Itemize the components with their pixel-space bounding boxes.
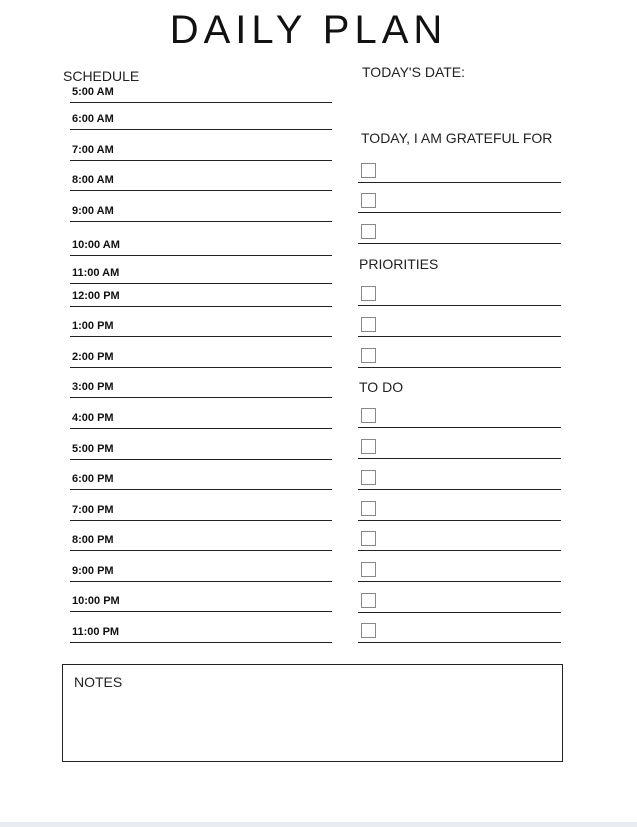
notes-box[interactable] [62, 664, 563, 762]
notes-label: NOTES [74, 674, 123, 690]
slot-time-label: 10:00 PM [72, 595, 120, 607]
page-bottom-edge [0, 822, 637, 827]
slot-time-label: 4:00 PM [72, 412, 114, 424]
todo-row[interactable] [358, 555, 561, 582]
schedule-slot[interactable] [70, 161, 332, 191]
checkbox-icon[interactable] [361, 408, 376, 423]
checkbox-icon[interactable] [361, 193, 376, 208]
todays-date-label: TODAY'S DATE: [362, 64, 466, 80]
todo-row[interactable] [358, 616, 561, 643]
slot-time-label: 2:00 PM [72, 351, 114, 363]
todo-row[interactable] [358, 524, 561, 551]
slot-time-label: 11:00 AM [72, 267, 120, 279]
todo-row[interactable] [358, 432, 561, 459]
todo-row[interactable] [358, 494, 561, 521]
schedule-slot[interactable] [70, 368, 332, 398]
grateful-row[interactable] [358, 217, 561, 244]
slot-time-label: 7:00 PM [72, 504, 114, 516]
checkbox-icon[interactable] [361, 470, 376, 485]
slot-time-label: 8:00 AM [72, 174, 114, 186]
schedule-slot[interactable] [70, 88, 332, 103]
checkbox-icon[interactable] [361, 593, 376, 608]
checkbox-icon[interactable] [361, 562, 376, 577]
slot-time-label: 6:00 PM [72, 473, 114, 485]
todo-row[interactable] [358, 401, 561, 428]
slot-time-label: 3:00 PM [72, 381, 114, 393]
checkbox-icon[interactable] [361, 163, 376, 178]
todo-row[interactable] [358, 463, 561, 490]
priority-row[interactable] [358, 279, 561, 306]
schedule-slot[interactable] [70, 521, 332, 551]
checkbox-icon[interactable] [361, 348, 376, 363]
slot-time-label: 1:00 PM [72, 320, 114, 332]
schedule-slot[interactable] [70, 191, 332, 222]
slot-time-label: 9:00 PM [72, 565, 114, 577]
schedule-slot[interactable] [70, 460, 332, 490]
todo-row[interactable] [358, 586, 561, 613]
checkbox-icon[interactable] [361, 531, 376, 546]
grateful-heading: TODAY, I AM GRATEFUL FOR [361, 130, 553, 146]
schedule-slot[interactable] [70, 284, 332, 307]
slot-time-label: 10:00 AM [72, 239, 120, 251]
priorities-heading: PRIORITIES [359, 256, 439, 272]
grateful-row[interactable] [358, 156, 561, 183]
priority-row[interactable] [358, 310, 561, 337]
slot-time-label: 8:00 PM [72, 534, 114, 546]
slot-time-label: 6:00 AM [72, 113, 114, 125]
schedule-slot[interactable] [70, 429, 332, 460]
schedule-slot[interactable] [70, 398, 332, 429]
grateful-row[interactable] [358, 186, 561, 213]
schedule-slot[interactable] [70, 612, 332, 643]
checkbox-icon[interactable] [361, 317, 376, 332]
slot-time-label: 12:00 PM [72, 290, 120, 302]
schedule-slot[interactable] [70, 222, 332, 256]
schedule-slot[interactable] [70, 130, 332, 161]
todo-heading: TO DO [359, 379, 404, 395]
schedule-slot[interactable] [70, 103, 332, 130]
checkbox-icon[interactable] [361, 623, 376, 638]
slot-time-label: 5:00 AM [72, 86, 114, 98]
schedule-slot[interactable] [70, 307, 332, 337]
slot-time-label: 5:00 PM [72, 443, 114, 455]
page-title: DAILY PLAN [169, 8, 448, 52]
slot-time-label: 11:00 PM [72, 626, 120, 638]
checkbox-icon[interactable] [361, 224, 376, 239]
checkbox-icon[interactable] [361, 501, 376, 516]
checkbox-icon[interactable] [361, 286, 376, 301]
schedule-heading: SCHEDULE [63, 68, 140, 84]
slot-time-label: 7:00 AM [72, 144, 114, 156]
schedule-slot[interactable] [70, 256, 332, 284]
priority-row[interactable] [358, 341, 561, 368]
schedule-slot[interactable] [70, 337, 332, 368]
schedule-slot[interactable] [70, 490, 332, 521]
schedule-slot[interactable] [70, 582, 332, 612]
schedule-slot[interactable] [70, 551, 332, 582]
checkbox-icon[interactable] [361, 439, 376, 454]
slot-time-label: 9:00 AM [72, 205, 114, 217]
